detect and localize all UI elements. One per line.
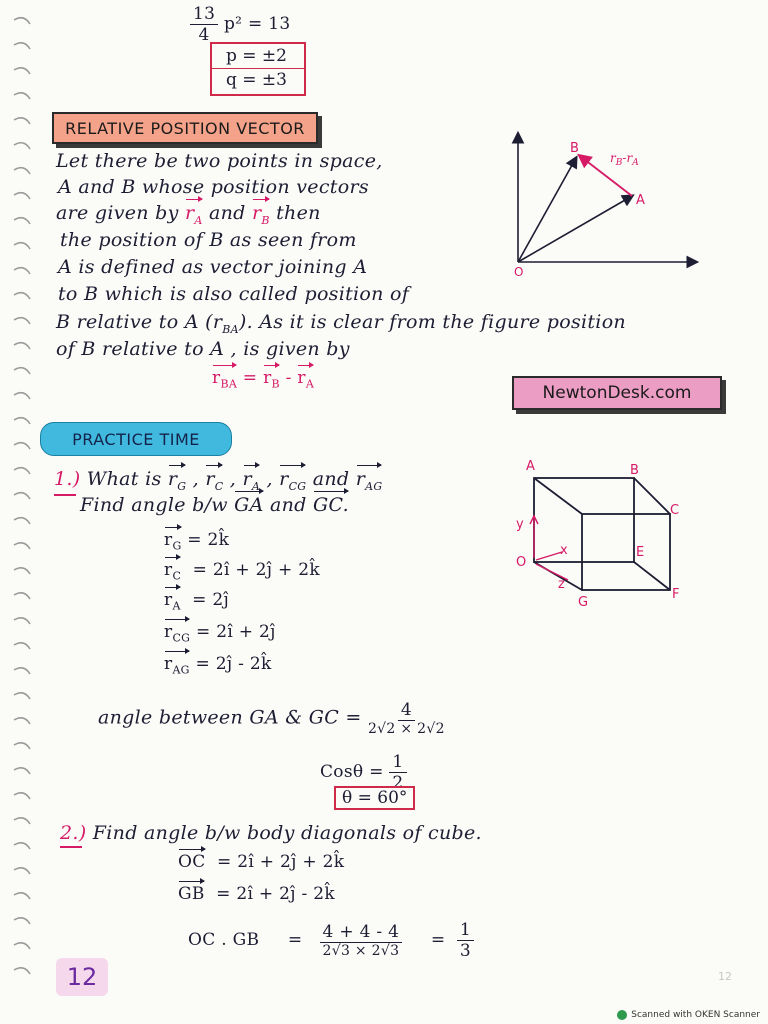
result-fraction: $\frac{1}{3}$	[457, 920, 474, 961]
equation-fraction	[190, 4, 218, 45]
angle-text: angle between GA & GC =	[98, 706, 362, 729]
q1-prefix: What is	[86, 468, 162, 490]
vec-rAG: $r_{AG}$	[355, 468, 383, 493]
scanner-text: Scanned with OKEN Scanner	[631, 1010, 760, 1020]
rel-line-2: A and B whose position vectors	[58, 176, 369, 198]
angle-fraction: $\frac{4}{2√2 \times 2√2}$	[367, 700, 445, 737]
theta-answer-box: θ = 60°	[334, 786, 415, 810]
vec-GA: GA	[234, 494, 264, 516]
cube-label-B: B	[630, 463, 639, 478]
q1-line-2	[80, 494, 349, 516]
rel-line-7	[56, 311, 626, 336]
formula-eq: =	[242, 368, 258, 388]
q2-line	[60, 822, 482, 844]
cos-fraction: $\frac{1}{2}$	[389, 752, 406, 793]
vec-OC: OC	[178, 852, 206, 872]
cube-diagram	[508, 456, 698, 606]
gb-vector-line: GB = 2î + 2ĵ - 2k̂	[178, 884, 336, 904]
rel-line-7-a: B relative to A (r	[56, 311, 223, 333]
oc-vector-line: OC = 2î + 2ĵ + 2k̂	[178, 852, 345, 872]
q2-text: Find angle b/w body diagonals of cube.	[92, 822, 482, 844]
cube-label-A: A	[526, 459, 535, 474]
q1-number: 1.)	[54, 468, 81, 490]
cube-label-G: G	[578, 595, 589, 606]
equation-rest: p² = 13	[223, 14, 291, 34]
vec-rB: $r_B$	[252, 202, 270, 227]
rel-line-7-b: ). As it is clear from the figure position	[238, 311, 626, 333]
label-B: B	[570, 141, 579, 156]
rel-line-6: to B which is also called position of	[58, 283, 410, 305]
corner-page-number: 12	[718, 970, 732, 983]
rel-line-3-then: then	[276, 202, 321, 224]
label-A: A	[636, 193, 645, 208]
answer-rG: $r_G$ = 2k̂	[164, 530, 230, 553]
q1-find: Find angle b/w	[80, 494, 228, 516]
cube-axis-x: x	[560, 543, 568, 558]
q2-number-underline	[60, 846, 82, 848]
newtondesk-brand: NewtonDesk.com	[512, 376, 722, 410]
vec-GC: GC.	[313, 494, 349, 516]
answer-rAG: $r_{AG}$ = 2ĵ - 2k̂	[164, 654, 272, 677]
diagram-vector-label: $r_B-r_A$	[610, 151, 639, 168]
scanner-footer	[617, 1010, 760, 1020]
rel-line-4: the position of B as seen from	[60, 229, 357, 251]
relative-position-heading: RELATIVE POSITION VECTOR	[52, 112, 318, 144]
rel-line-3-and: and	[209, 202, 246, 224]
answer-rC: $r_C$ = 2î + 2ĵ + 2k̂	[164, 560, 320, 583]
equation-numerator: 13	[190, 4, 218, 25]
p-result: p = ±2	[226, 46, 287, 66]
rel-line-3-text: are given by	[56, 202, 179, 224]
q1-and: and	[312, 468, 350, 490]
q2-number: 2.)	[60, 822, 87, 844]
cube-label-E: E	[636, 545, 645, 560]
cube-axis-z: z	[558, 577, 565, 592]
cos-lhs: Cosθ =	[320, 762, 384, 782]
vec-rCG: $r_{CG}$	[279, 468, 307, 493]
vector-to-A	[518, 196, 632, 262]
vec-rB-formula: $r_B$	[263, 368, 280, 391]
vector-to-B	[518, 158, 576, 262]
cube-label-F: F	[672, 587, 680, 602]
rel-line-5: A is defined as vector joining A	[58, 256, 368, 278]
cube-axis-y: y	[516, 517, 524, 532]
q1-number-underline	[54, 494, 76, 496]
vec-GB: GB	[178, 884, 205, 904]
spiral-binding	[6, 10, 36, 1000]
q1-line-1: 1.) What is $r_G$ , $r_C$ , $r_A$ , $r_{CG}$ and $r_{AG}$	[54, 468, 383, 493]
answer-rA: $r_A$ = 2ĵ	[164, 590, 230, 613]
dot-lhs: OC . GB	[188, 930, 260, 950]
pq-result-box	[210, 42, 306, 96]
angle-between-line	[98, 700, 445, 737]
page-number-badge: 12	[56, 958, 108, 996]
label-O: O	[514, 265, 524, 279]
vec-rC: $r_C$	[205, 468, 224, 493]
vec-rA: $r_A$	[185, 202, 203, 227]
cube-front-face	[534, 478, 634, 562]
q1-and-2: and	[270, 494, 307, 516]
rel-line-8: of B relative to A , is given by	[56, 338, 350, 360]
answer-rCG: $r_{CG}$ = 2î + 2ĵ	[164, 622, 276, 645]
relative-formula	[212, 368, 314, 390]
dot-fraction: $\frac{4 + 4 - 4}{2√3 \times 2√3}$	[320, 922, 403, 959]
equation-denominator: 4	[198, 25, 210, 45]
relative-vector-diagram	[500, 120, 710, 280]
rel-line-7-sub: BA	[222, 322, 239, 336]
vec-rA-q1: $r_A$	[242, 468, 261, 493]
cube-label-O: O	[516, 555, 527, 570]
rel-line-3	[56, 202, 321, 227]
scanner-logo-icon	[617, 1010, 627, 1020]
cube-label-C: C	[670, 503, 680, 518]
dot-product-line: OC . GB = $\frac{4 + 4 - 4}{2√3 \times 2√3}$ = $\frac{1}{3}$	[188, 920, 474, 961]
top-equation	[190, 4, 290, 45]
formula-minus: -	[285, 368, 292, 388]
q-result: q = ±3	[226, 70, 287, 90]
practice-time-heading: PRACTICE TIME	[40, 422, 232, 456]
vec-rG: $r_G$	[167, 468, 187, 493]
rel-line-1: Let there be two points in space,	[56, 150, 383, 172]
vec-rA-formula: $r_A$	[297, 368, 315, 391]
vec-rBA: $r_{BA}$	[212, 368, 238, 391]
